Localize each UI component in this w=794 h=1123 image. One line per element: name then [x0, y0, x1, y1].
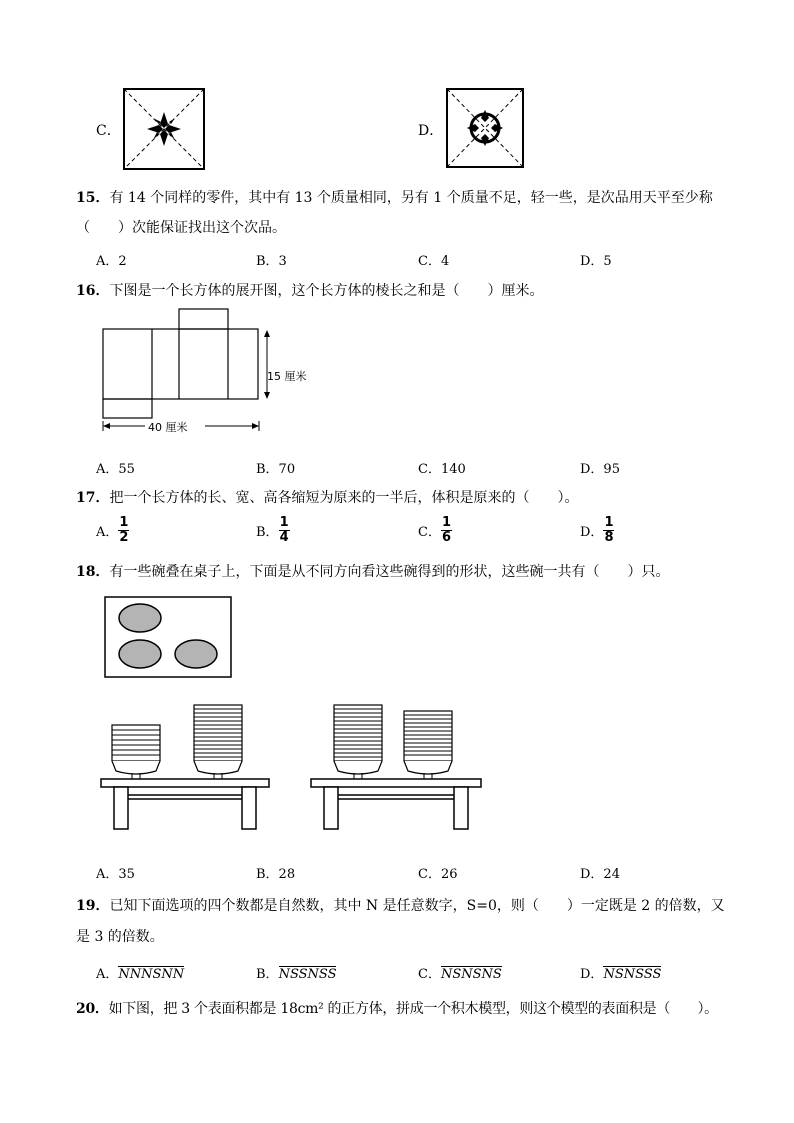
q17-stem — [76, 487, 578, 507]
q18-number: 18． — [76, 564, 110, 580]
q17-option-c-fraction: $\frac{1}{6}$ — [441, 515, 451, 545]
q15-option-c[interactable]: C．4 — [418, 254, 450, 269]
q18-text: 有一些碗叠在桌子上，下面是从不同方向看这些碗得到的形状，这些碗一共有（ ）只。 — [109, 564, 670, 580]
q18-option-a[interactable]: A．35 — [96, 867, 135, 882]
q17-option-b[interactable] — [256, 516, 290, 545]
q14-option-d-label: D． — [418, 123, 444, 139]
q14-option-c-figure — [123, 88, 205, 170]
q19-option-c-label: C． — [418, 967, 441, 982]
q16-height-label: 15 厘米 — [267, 370, 307, 383]
q17-option-d-label: D． — [580, 525, 604, 540]
q17-option-b-fraction: $\frac{1}{4}$ — [279, 515, 289, 545]
q19-number: 19． — [76, 898, 110, 914]
q14-option-c-label: C． — [96, 123, 121, 139]
q15-option-b[interactable]: B．3 — [256, 254, 287, 269]
q17-option-b-label: B． — [256, 525, 279, 540]
q19-option-b[interactable] — [256, 963, 336, 982]
q17-option-a-fraction: $\frac{1}{2}$ — [119, 515, 129, 545]
q18-option-c[interactable]: C．26 — [418, 867, 458, 882]
q17-option-d-fraction: $\frac{1}{8}$ — [604, 515, 614, 545]
q19-option-a[interactable] — [96, 963, 184, 982]
q15-text-line1: 有 14 个同样的零件，其中有 13 个质量相同，另有 1 个质量不足，轻一些，是次品用天平至少称 — [109, 190, 713, 206]
q19-option-b-value: NSSNSS — [278, 967, 337, 982]
q17-option-c-label: C． — [418, 525, 441, 540]
q20-text: 如下图，把 3 个表面积都是 18cm² 的正方体，拼成一个积木模型，则这个模型的表面积是（ ）。 — [108, 1001, 718, 1017]
q19-option-c-value: NSNSNS — [440, 967, 502, 982]
q14-option-d-figure — [446, 88, 524, 168]
q19-text-line2: 是 3 的倍数。 — [76, 929, 164, 945]
q18-front-view-figure — [100, 703, 272, 831]
q16-stem — [76, 280, 543, 300]
q16-option-c[interactable]: C．140 — [418, 462, 466, 477]
q17-option-a-label: A． — [96, 525, 119, 540]
q15-option-a[interactable]: A．2 — [96, 254, 127, 269]
q15-number: 15． — [76, 190, 110, 206]
q19-text-line1: 已知下面选项的四个数都是自然数，其中 N 是任意数字，S=0，则（ ）一定既是 2 的倍数，又 — [109, 898, 725, 914]
q17-option-d[interactable] — [580, 516, 614, 545]
q17-option-a[interactable] — [96, 516, 129, 545]
q18-stem — [76, 561, 669, 581]
q15-stem — [76, 187, 713, 207]
q20-number: 20． — [76, 1001, 109, 1017]
q19-option-a-value: NNNSNN — [118, 967, 185, 982]
q19-option-a-label: A． — [96, 967, 119, 982]
q16-text: 下图是一个长方体的展开图，这个长方体的棱长之和是（ ）厘米。 — [109, 283, 544, 299]
q15-option-d[interactable]: D．5 — [580, 254, 612, 269]
q19-stem — [76, 895, 725, 915]
q16-option-d[interactable]: D．95 — [580, 462, 620, 477]
q16-option-a[interactable]: A．55 — [96, 462, 135, 477]
q19-option-c[interactable] — [418, 963, 502, 982]
q18-top-view-figure — [104, 596, 232, 678]
q17-option-c[interactable] — [418, 516, 452, 545]
q16-number: 16． — [76, 283, 110, 299]
q17-number: 17． — [76, 490, 110, 506]
q16-width-label: 40 厘米 — [148, 421, 188, 434]
q15-text-line2: （ ）次能保证找出这个次品。 — [76, 220, 286, 236]
q20-stem — [76, 998, 718, 1018]
q19-option-b-label: B． — [256, 967, 279, 982]
q19-option-d-value: NSNSSS — [603, 967, 662, 982]
q19-option-d-label: D． — [580, 967, 604, 982]
q18-option-b[interactable]: B．28 — [256, 867, 296, 882]
q19-option-d[interactable] — [580, 963, 661, 982]
q18-side-view-figure — [310, 703, 484, 831]
q16-option-b[interactable]: B．70 — [256, 462, 296, 477]
q18-option-d[interactable]: D．24 — [580, 867, 620, 882]
q17-text: 把一个长方体的长、宽、高各缩短为原来的一半后，体积是原来的（ ）。 — [109, 490, 579, 506]
